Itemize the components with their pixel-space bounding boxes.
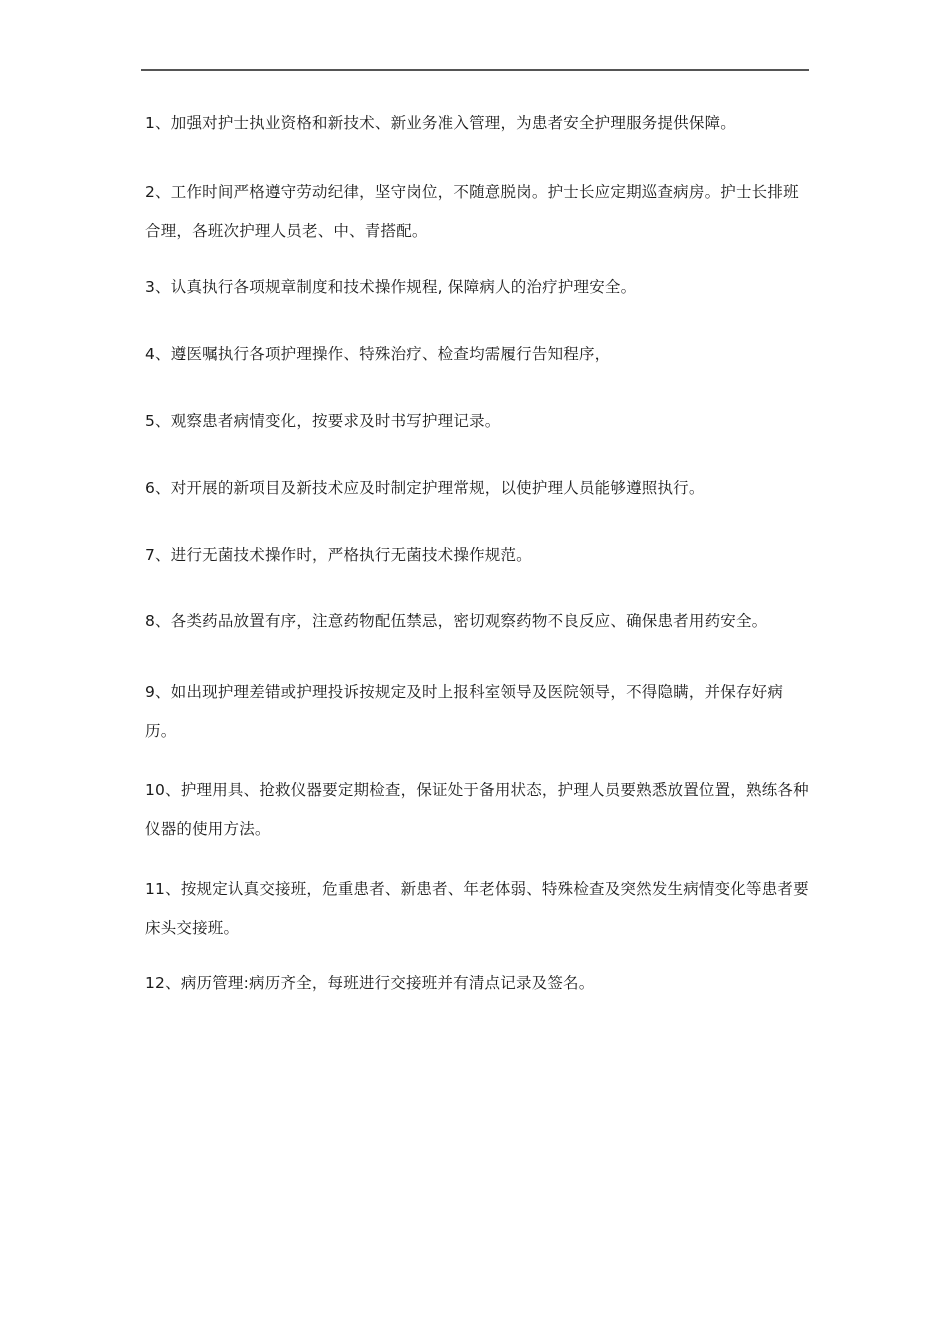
list-item-3: 3、认真执行各项规章制度和技术操作规程, 保障病人的治疗护理安全。 [145, 278, 637, 296]
list-item-6: 6、对开展的新项目及新技术应及时制定护理常规，以使护理人员能够遵照执行。 [145, 479, 705, 497]
list-item-1: 1、加强对护士执业资格和新技术、新业务准入管理，为患者安全护理服务提供保障。 [145, 114, 736, 132]
list-item-9: 9、如出现护理差错或护理投诉按规定及时上报科室领导及医院领导，不得隐瞒，并保存好病历。 [145, 683, 784, 740]
header-rule [141, 69, 809, 71]
list-item-10: 10、护理用具、抢救仪器要定期检查，保证处于备用状态，护理人员要熟悉放置位置，熟练各种仪器的使用方法。 [145, 781, 809, 838]
list-item-11: 11、按规定认真交接班，危重患者、新患者、年老体弱、特殊检查及突然发生病情变化等患者要床头交接班。 [145, 880, 809, 937]
list-item-2: 2、工作时间严格遵守劳动纪律，坚守岗位，不随意脱岗。护士长应定期巡查病房。护士长排班合理，各班次护理人员老、中、青搭配。 [145, 183, 799, 240]
list-item-7: 7、进行无菌技术操作时，严格执行无菌技术操作规范。 [145, 546, 532, 564]
list-item-5: 5、观察患者病情变化，按要求及时书写护理记录。 [145, 412, 501, 430]
list-item-12: 12、病历管理:病历齐全，每班进行交接班并有清点记录及签名。 [145, 974, 595, 992]
list-item-4: 4、遵医嘱执行各项护理操作、特殊治疗、检查均需履行告知程序， [145, 345, 611, 363]
list-item-8: 8、各类药品放置有序，注意药物配伍禁忌，密切观察药物不良反应、确保患者用药安全。 [145, 612, 768, 630]
